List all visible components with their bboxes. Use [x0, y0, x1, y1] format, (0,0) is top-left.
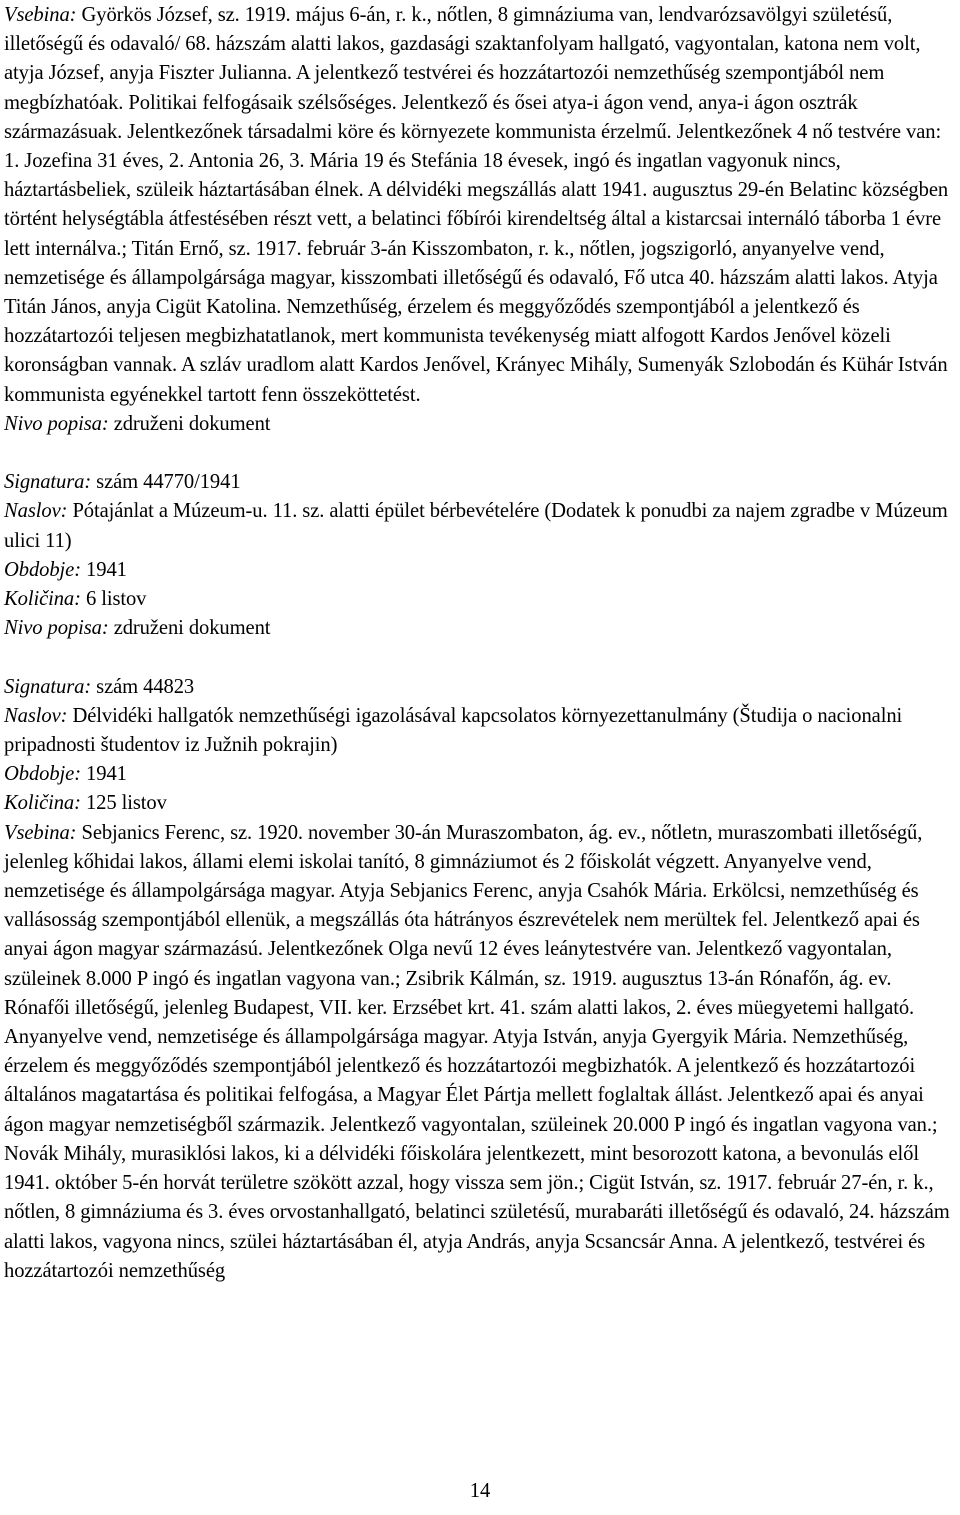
content-text: Sebjanics Ferenc, sz. 1920. november 30-án Muraszombaton, ág. ev., nőtletn, muraszombati illetőségű, jelenleg kőhidai lakos, állami elemi iskolai tanító, 8 gimnáziumot és 2 főiskolát végzett. Anyanyelve vend, nemzetisége és állampolgársága magyar. Atyja Sebjanics Ferenc, anyja Csahók Mária. Erkölcsi, nemzethűség és vallásosság szempontjából ellenük, a megszállás óta hátrányos észrevételek nem merültek fel. Jelentkező apai és anyai ágon magyar származású. Jelentkezőnek Olga nevű 12 éves leánytestvére van. Jelentkező vagyontalan, szüleinek 8.000 P ingó és ingatlan vagyona van.; Zsibrik Kálmán, sz. 1919. augusztus 13-án Rónafőn, ág. ev. Rónafői illetőségű, jelenleg Budapest, VII. ker. Erzsébet krt. 41. szám alatti lakos, 2. éves müegyetemi hallgató. Anyanyelve vend, nemzetisége és állampolgársága magyar. Atyja István, anyja Gyergyik Mária. Nemzethűség, érzelem és meggyőződés szempontjából jelentkező és hozzátartozói megbizhatók. A jelentkező és hozzátartozói általános magatartása és politikai felfogása, a Magyar Élet Pártja mellett foglaltak állást. Jelentkező apai és anyai ágon magyar nemzetiségből származik. Jelentkező vagyontalan, szüleinek 20.000 P ingó és ingatlan vagyona van.; Novák Mihály, murasiklósi lakos, ki a délvidéki főiskolára jelentkezett, mint besorozott katona, a bevonulás elől 1941. október 5-én horvát területre szökött azzal, hogy vissza sem jön.; Cigüt István, sz. 1917. február 27-én, r. k., nőtlen, 8 gimnáziuma és 3. éves orvostanhallgató, belatinci születésű, murabaráti illetőségű és odavaló, 24. házszám alatti lakos, vagyona nincs, szülei háztartásában él, atyja András, anyja Scsancsár Anna. A jelentkező, testvérei és hozzátartozói nemzethűség — [4, 821, 950, 1282]
title-label: Naslov: — [4, 500, 68, 523]
quantity-value: 6 listov — [85, 588, 147, 611]
entry-1-level — [4, 410, 958, 439]
quantity-label: Količina: — [4, 792, 81, 815]
content-text: Györkös József, sz. 1919. május 6-án, r. k., nőtlen, 8 gimnáziuma van, lendvarózsavölgyi születésű, illetőségű és odavaló/ 68. házszám alatti lakos, gazdasági szaktanfolyam hallgató, vagyontalan, katona nem volt, atyja József, anyja Fiszter Julianna. A jelentkező testvérei és hozzátartozói nemzethűség szempontjából nem megbízhatóak. Politikai felfogásaik szélsőséges. Jelentkező és ősei atya-i ágon vend, anya-i ágon osztrák származásuak. Jelentkezőnek társadalmi köre és környezete kommunista érzelmű. Jelentkezőnek 4 nő testvére van: 1. Jozefina 31 éves, 2. Antonia 26, 3. Mária 19 és Stefánia 18 évesek, ingó és ingatlan vagyonuk nincs, háztartásbeliek, szüleik háztartásában élnek. A délvidéki megszállás alatt 1941. augusztus 29-én Belatinc községben történt helységtábla átfestésében részt vett, a belatinci főbírói kirendeltség által a kistarcsai internáló táborba 1 évre lett internálva.; Titán Ernő, sz. 1917. február 3-án Kisszombaton, r. k., nőtlen, jogszigorló, anyanyelve vend, nemzetisége és állampolgársága magyar, kisszombati illetőségű és odavaló, Fő utca 40. házszám alatti lakos. Atyja Titán János, anyja Cigüt Katolina. Nemzethűség, érzelem és meggyőződés szempontjából a jelentkező és hozzátartozói teljesen megbizhatatlanok, mert kommunista tevékenység miatt alfogott Kardos Jenővel közeli koronságban vannak. A szláv uradlom alatt Kardos Jenővel, Krányec Mihály, Sumenyák Szlobodán és Kühár István kommunista egyénekkel tartott fenn összeköttetést. — [4, 4, 949, 406]
period-value: 1941 — [86, 558, 127, 581]
entry-separator — [4, 643, 958, 672]
entry-2-title — [4, 497, 958, 555]
signature-value: szám 44823 — [96, 675, 195, 698]
level-label: Nivo popisa: — [4, 412, 109, 435]
quantity-label: Količina: — [4, 588, 81, 611]
page-number: 14 — [469, 1480, 491, 1502]
title-value: Pótajánlat a Múzeum-u. 11. sz. alatti épület bérbevételére (Dodatek k ponudbi za najem zgradbe v Múzeum ulici 11) — [4, 500, 948, 552]
entry-separator — [4, 439, 958, 468]
entry-2-signature — [4, 468, 958, 497]
entry-2-period — [4, 556, 958, 585]
entry-3-quantity — [4, 789, 958, 818]
title-label: Naslov: — [4, 704, 68, 727]
period-label: Obdobje: — [4, 763, 81, 786]
title-value: Délvidéki hallgatók nemzethűségi igazolásával kapcsolatos környezettanulmány (Študija o nacionalni pripadnosti študentov iz Južnih pokrajin) — [4, 704, 903, 757]
signature-label: Signatura: — [4, 471, 92, 494]
entry-2-level — [4, 614, 958, 643]
content-label: Vsebina: — [4, 4, 77, 26]
level-value: združeni dokument — [113, 617, 271, 640]
entry-3-content — [4, 819, 958, 1286]
entry-3-period — [4, 760, 958, 789]
entry-1-content — [4, 1, 958, 410]
content-label: Vsebina: — [4, 821, 77, 844]
entry-3-title — [4, 702, 958, 760]
quantity-value: 125 listov — [85, 792, 167, 815]
period-value: 1941 — [86, 763, 127, 786]
level-label: Nivo popisa: — [4, 617, 109, 640]
entry-3-signature — [4, 673, 958, 702]
entry-2-quantity — [4, 585, 958, 614]
level-value: združeni dokument — [113, 412, 271, 435]
document-body — [4, 1, 958, 1286]
signature-label: Signatura: — [4, 675, 92, 698]
period-label: Obdobje: — [4, 558, 81, 581]
signature-value: szám 44770/1941 — [96, 471, 241, 494]
